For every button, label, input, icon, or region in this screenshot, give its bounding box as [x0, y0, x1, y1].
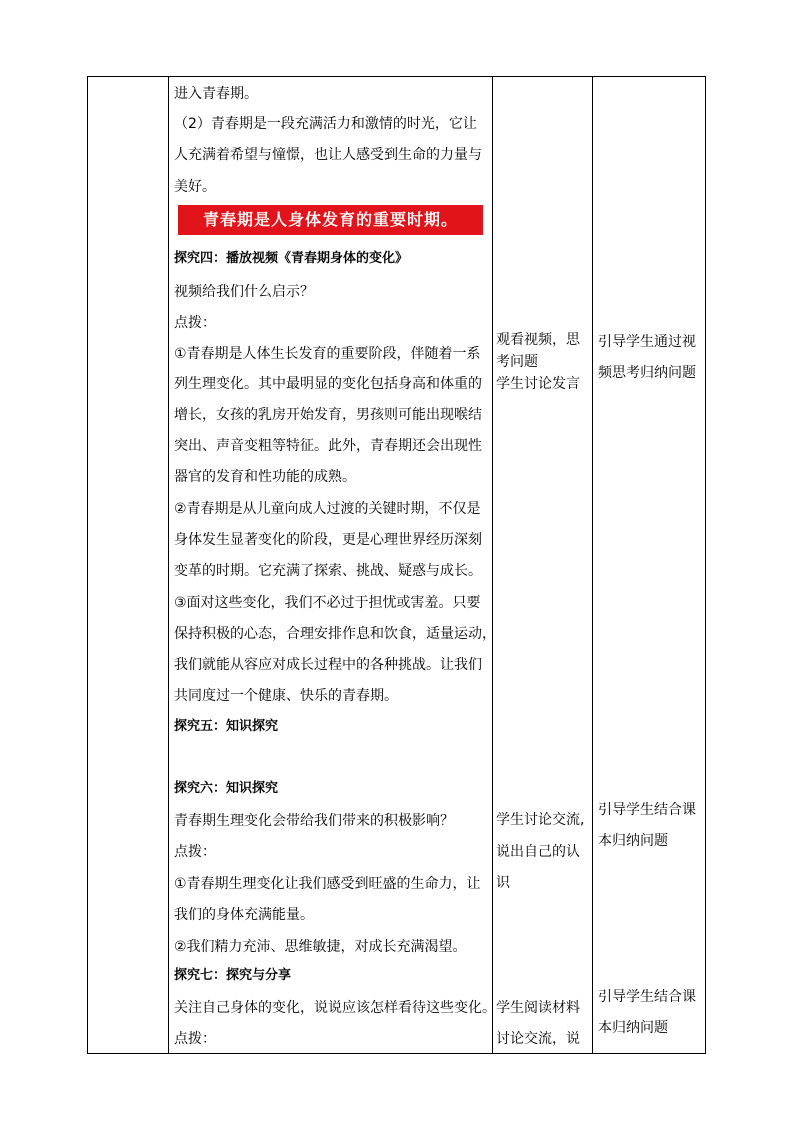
- student-activity: 学生讨论发言: [496, 376, 580, 392]
- design-intent: 本归纳问题: [598, 833, 668, 849]
- content-text: ①青春期生理变化让我们感受到旺盛的生命力，让: [174, 876, 481, 892]
- student-activity: 学生阅读材料: [496, 1000, 580, 1016]
- tip-label: 点拨：: [174, 315, 216, 331]
- content-text: ②我们精力充沛、思维敏捷，对成长充满渴望。: [174, 939, 467, 955]
- section-heading: 探究七：探究与分享: [174, 968, 292, 983]
- content-text: ③面对这些变化，我们不必过于担忧或害羞。只要: [174, 595, 481, 611]
- content-text: 增长，女孩的乳房开始发育，男孩则可能出现喉结: [174, 407, 482, 423]
- content-text: 身体发生显著变化的阶段，更是心理世界经历深刻: [174, 532, 482, 548]
- content-text: 保持积极的心态，合理安排作息和饮食，适量运动，: [174, 626, 496, 642]
- column-divider: [168, 77, 169, 1053]
- content-text: 我们的身体充满能量。: [174, 907, 314, 923]
- content-text: 人充满着希望与憧憬，也让人感受到生命的力量与: [174, 147, 482, 163]
- student-activity: 讨论交流，说: [496, 1031, 580, 1047]
- content-text: （2）青春期是一段充满活力和激情的时光，它让: [174, 116, 477, 132]
- content-text: 突出、声音变粗等特征。此外，青春期还会出现性: [174, 438, 482, 454]
- question-text: 关注自己身体的变化，说说应该怎样看待这些变化。: [174, 1000, 496, 1016]
- column-divider: [492, 77, 493, 1053]
- student-activity: 考问题: [496, 354, 538, 370]
- student-activity: 学生讨论交流,: [496, 812, 585, 828]
- student-activity: 识: [496, 875, 510, 891]
- content-text: 共同度过一个健康、快乐的青春期。: [174, 688, 398, 704]
- design-intent: 引导学生结合课: [598, 989, 696, 1005]
- content-text: ②青春期是从儿童向成人过渡的关键时期，不仅是: [174, 501, 481, 517]
- tip-label: 点拨：: [174, 1031, 216, 1047]
- content-text: 我们就能从容应对成长过程中的各种挑战。让我们: [174, 657, 482, 673]
- column-divider: [592, 77, 593, 1053]
- content-text: 列生理变化。其中最明显的变化包括身高和体重的: [174, 376, 482, 392]
- tip-label: 点拨：: [174, 844, 216, 860]
- content-text: 美好。: [174, 179, 216, 195]
- content-text: 进入青春期。: [174, 86, 258, 102]
- design-intent: 引导学生结合课: [598, 802, 696, 818]
- content-text: ①青春期是人体生长发育的重要阶段，伴随着一系: [174, 346, 481, 362]
- section-heading: 探究四：播放视频《青春期身体的变化》: [174, 251, 409, 266]
- design-intent: 本归纳问题: [598, 1020, 668, 1036]
- design-intent: 频思考归纳问题: [598, 365, 696, 381]
- student-activity: 观看视频，思: [496, 332, 580, 348]
- section-heading: 探究五：知识探究: [174, 719, 279, 734]
- question-text: 视频给我们什么启示？: [174, 284, 314, 300]
- student-activity: 说出自己的认: [496, 844, 580, 860]
- highlight-banner: 青春期是人身体发育的重要时期。: [178, 205, 483, 235]
- content-text: 器官的发育和性功能的成熟。: [174, 469, 356, 485]
- section-heading: 探究六：知识探究: [174, 781, 279, 796]
- design-intent: 引导学生通过视: [598, 334, 696, 350]
- content-text: 变革的时期。它充满了探索、挑战、疑惑与成长。: [174, 563, 482, 579]
- question-text: 青春期生理变化会带给我们带来的积极影响？: [174, 813, 454, 829]
